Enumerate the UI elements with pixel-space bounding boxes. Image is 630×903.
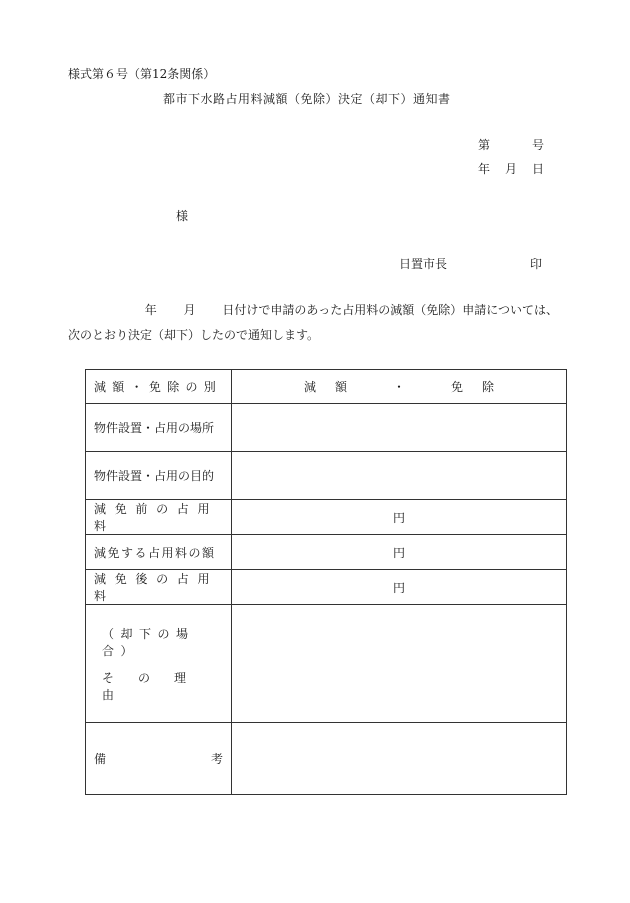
form-number-label: 様式第６号（第12条関係）	[68, 67, 216, 81]
label-text: 減免後の占用料	[94, 572, 219, 603]
label-reduction-or-exemption	[94, 378, 223, 395]
row-value[interactable]	[232, 723, 567, 795]
value-char: ・	[392, 380, 405, 394]
label-line-2: その理由	[102, 670, 211, 702]
document-date-line	[478, 163, 544, 175]
table-row	[86, 723, 567, 795]
label-text: 減免前の占用料	[94, 502, 219, 533]
row-label	[86, 500, 232, 535]
remarks-label	[94, 750, 223, 767]
row-value[interactable]: 円	[232, 535, 567, 570]
date-day: 日	[531, 162, 544, 176]
date-month: 月	[504, 162, 517, 176]
row-label	[86, 723, 232, 795]
label-char: 備	[94, 752, 107, 766]
row-label: 物件設置・占用の目的	[86, 452, 232, 500]
row-label: 物件設置・占用の場所	[86, 404, 232, 452]
reduction-exemption-choice	[232, 378, 566, 395]
table-row	[86, 404, 567, 452]
date-year: 年	[478, 162, 491, 176]
body-month: 月	[183, 303, 196, 317]
label-char: 考	[210, 752, 223, 766]
table-row	[86, 570, 567, 605]
label-text: 減額・免除の別	[94, 380, 223, 394]
decision-table	[85, 369, 567, 795]
issuer-name: 日置市長	[399, 257, 448, 271]
row-value[interactable]	[232, 452, 567, 500]
number-suffix: 号	[531, 138, 544, 152]
row-value[interactable]	[232, 404, 567, 452]
recipient-honorific: 様	[176, 209, 189, 223]
body-text: 日付けで申請のあった占用料の減額（免除）申請については、	[222, 303, 558, 317]
row-label	[86, 370, 232, 404]
table-row	[86, 500, 567, 535]
row-value[interactable]	[232, 370, 567, 404]
row-value[interactable]: 円	[232, 570, 567, 605]
label-line-1: （却下の場合）	[102, 626, 195, 658]
value-char: 減	[303, 380, 316, 394]
document-number-line	[478, 139, 544, 151]
seal-mark: 印	[530, 257, 543, 271]
label-text: 減免する占用料の額	[94, 545, 216, 560]
body-year: 年	[144, 303, 157, 317]
row-label	[86, 535, 232, 570]
body-line-2: 次のとおり決定（却下）したので通知します。	[68, 328, 320, 342]
row-value[interactable]: 円	[232, 500, 567, 535]
value-char: 除	[482, 380, 495, 394]
row-label	[86, 605, 232, 723]
value-char: 額	[334, 380, 347, 394]
value-char: 免	[451, 380, 464, 394]
table-row	[86, 535, 567, 570]
document-title: 都市下水路占用料減額（免除）決定（却下）通知書	[163, 92, 451, 106]
body-line-1	[68, 304, 558, 316]
table-row	[86, 605, 567, 723]
indent-spacer	[68, 304, 118, 316]
number-prefix: 第	[478, 138, 491, 152]
row-value[interactable]	[232, 605, 567, 723]
row-label	[86, 570, 232, 605]
table-row	[86, 370, 567, 404]
table-row	[86, 452, 567, 500]
